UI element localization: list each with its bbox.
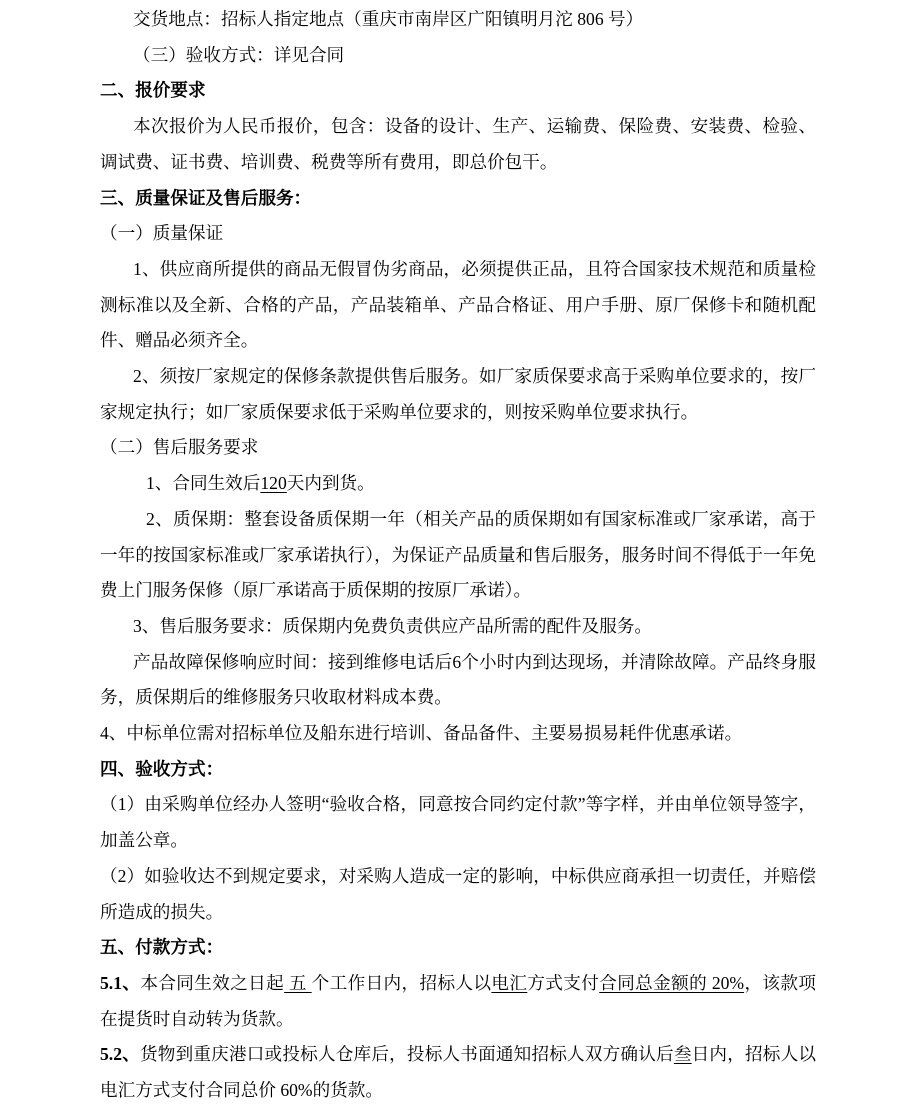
text-run: （1）由采购单位经办人签明“验收合格，同意按合同约定付款”等字样，并由单位领导签字，加盖公章。 [100,794,816,851]
text-run: 货物到重庆港口或投标人仓库后，投标人书面通知招标人双方确认后 [140,1044,674,1065]
text-run: （三）验收方式：详见合同 [133,44,345,65]
bold-text: 5.1、 [100,972,141,993]
section-5-heading [100,930,816,966]
delivery-location [100,2,816,38]
underlined-text: 电汇 [491,972,528,993]
text-run: （2）如验收达不到规定要求，对采购人造成一定的影响，中标供应商承担一切责任，并赔偿所造成的损失。 [100,865,816,922]
after-sales-item-2 [100,502,816,609]
text-run: 1、供应商所提供的商品无假冒伪劣商品，必须提供正品，且符合国家技术规范和质量检测标准以及全新、合格的产品，产品装箱单、产品合格证、用户手册、原厂保修卡和随机配件、赠品必须齐全。 [100,258,816,351]
payment-item-5-2 [100,1037,816,1108]
after-sales-subheading [100,430,816,466]
text-run: 本次报价为人民币报价，包含：设备的设计、生产、运输费、保险费、安装费、检验、调试费、证书费、培训费、税费等所有费用，即总价包干。 [100,116,816,172]
text-run: 本合同生效之日起 [140,972,285,993]
text-run: ，该款项在提货时自动转为货款。 [100,972,816,1029]
acceptance-item-1 [100,787,816,858]
text-run: 二、报价要求 [100,80,206,101]
text-run: 方式支付 [527,972,600,993]
bold-text: 5.2、 [100,1044,140,1065]
payment-item-5-1 [100,966,816,1037]
quote-requirements-body [100,109,816,180]
after-sales-item-3 [100,609,816,645]
text-run: 产品故障保修响应时间：接到维修电话后6个小时内到达现场，并清除故障。产品终身服务，质保期后的维修服务只收取材料成本费。 [100,651,816,708]
text-run: 2、质保期：整套设备质保期一年（相关产品的质保期如有国家标准或厂家承诺，高于一年的按国家标准或厂家承诺执行），为保证产品质量和售后服务，服务时间不得低于一年免费上门服务保修（原厂承诺高于质保期的按原厂承诺）。 [100,508,816,601]
document-body [100,2,816,1109]
text-run: 五、付款方式： [100,937,224,958]
text-run: 3、售后服务要求：质保期内免费负责供应产品所需的配件及服务。 [133,615,653,636]
training-commitment-item-4 [100,716,816,752]
text-run: 三、质量保证及售后服务： [100,187,312,208]
text-run: 天内到货。 [286,473,375,494]
text-run: 2、须按厂家规定的保修条款提供售后服务。如厂家质保要求高于采购单位要求的，按厂家规定执行；如厂家质保要求低于采购单位要求的，则按采购单位要求执行。 [100,366,816,422]
text-run: （一）质量保证 [100,223,224,244]
underlined-text: 合同总金额的 20% [599,972,745,993]
quality-item-1 [100,252,816,359]
section-3-heading [100,181,816,217]
section-2-heading [100,73,816,109]
text-run: 日内，招标人以电汇方式支付合同总价 60%的货款。 [100,1044,816,1101]
acceptance-method-item-3 [100,38,816,74]
after-sales-item-1 [100,466,816,502]
underlined-text: 五 [284,972,312,993]
acceptance-item-2 [100,859,816,930]
text-run: 四、验收方式： [100,758,224,779]
text-run: 4、中标单位需对招标单位及船东进行培训、备品备件、主要易损易耗件优惠承诺。 [100,723,743,744]
quality-item-2 [100,359,816,430]
text-run: 交货地点：招标人指定地点（重庆市南岸区广阳镇明月沱 806 号） [133,9,644,29]
text-run: （二）售后服务要求 [100,437,259,458]
underlined-text: 120 [260,473,287,494]
underlined-text: 叁 [673,1044,692,1065]
text-run: 个工作日内，招标人以 [311,972,492,993]
fault-response-time [100,645,816,716]
section-4-heading [100,752,816,788]
quality-guarantee-subheading [100,216,816,252]
text-run: 1、合同生效后 [146,473,261,494]
